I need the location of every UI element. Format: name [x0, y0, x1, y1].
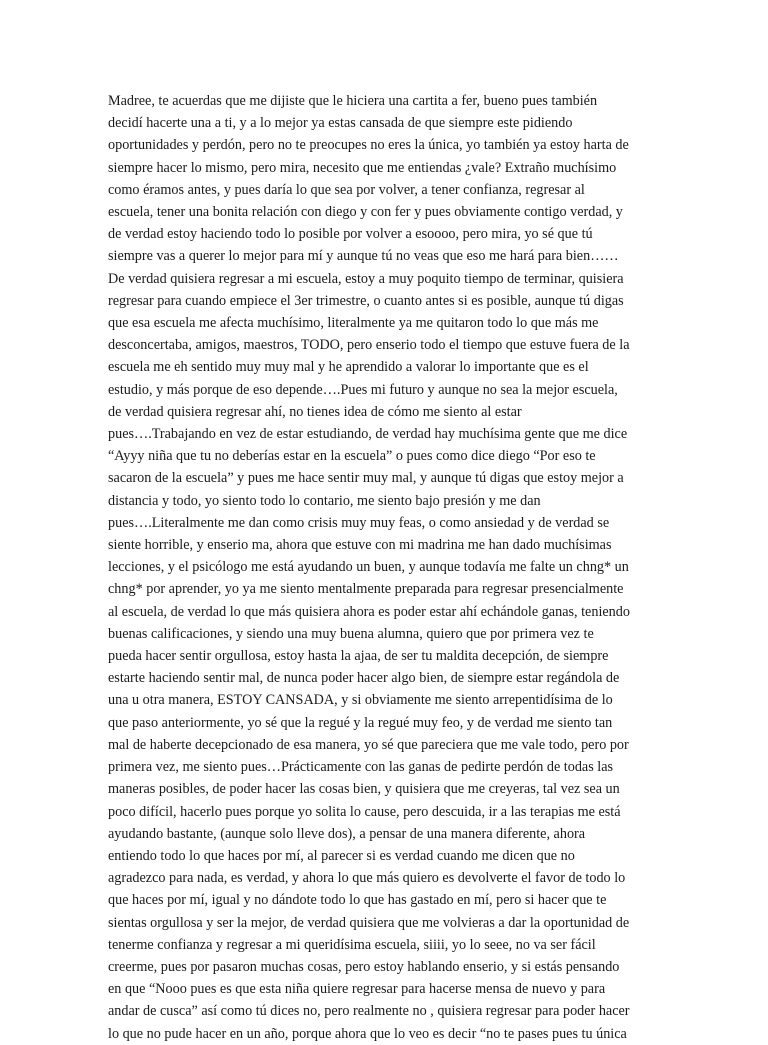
- text-line: estarte haciendo sentir mal, de nunca poder hacer algo bien, de siempre estar regándola de: [108, 670, 620, 687]
- text-line: al escuela, de verdad lo que más quisiera ahora es poder estar ahí echándole ganas, teniendo: [108, 603, 630, 620]
- text-line: en que “Nooo pues es que esta niña quiere regresar para hacerse mensa de nuevo y para: [108, 981, 606, 998]
- text-line: distancia y todo, yo siento todo lo contario, me siento bajo presión y me dan: [108, 492, 541, 509]
- text-line: que haces por mí, igual y no dándote todo lo que has gastado en mí, pero si hacer que te: [108, 892, 607, 909]
- text-line: sacaron de la escuela” y pues me hace sentir muy mal, y aunque tú digas que estoy mejor a: [108, 470, 624, 487]
- text-line: que paso anteriormente, yo sé que la regué y la regué muy feo, y de verdad me siento tan: [108, 714, 613, 731]
- text-line: que esa escuela me afecta muchísimo, literalmente ya me quitaron todo lo que más me: [108, 315, 599, 332]
- text-line: siente horrible, y enserio ma, ahora que estuve con mi madrina me han dado muchísimas: [108, 537, 612, 554]
- text-line: ayudando bastante, (aunque solo lleve dos), a pensar de una manera diferente, ahora: [108, 825, 586, 842]
- text-line: poco difícil, hacerlo pues porque yo solita lo cause, pero descuida, ir a las terapias me está: [108, 803, 621, 820]
- text-line: desconcertaba, amigos, maestros, TODO, pero enserio todo el tiempo que estuve fuera de la: [108, 337, 630, 354]
- text-line: primera vez, me siento pues…Prácticamente con las ganas de pedirte perdón de todas las: [108, 759, 614, 776]
- letter-body: [108, 90, 668, 1045]
- text-line: pueda hacer sentir orgullosa, estoy hasta la ajaa, de ser tu maldita decepción, de siempre: [108, 648, 609, 665]
- text-line: de verdad estoy haciendo todo lo posible por volver a esoooo, pero mira, yo sé que tú: [108, 226, 593, 243]
- text-line: “Ayyy niña que tu no deberías estar en la escuela” o pues como dice diego “Por eso te: [108, 448, 596, 465]
- text-line: pues….Literalmente me dan como crisis muy muy feas, o como ansiedad y de verdad se: [108, 514, 610, 531]
- text-line: De verdad quisiera regresar a mi escuela, estoy a muy poquito tiempo de terminar, quisiera: [108, 270, 624, 287]
- text-line: buenas calificaciones, y siendo una muy buena alumna, quiero que por primera vez te: [108, 625, 594, 642]
- text-line: creerme, pues por pasaron muchas cosas, pero estoy hablando enserio, y si estás pensando: [108, 958, 620, 975]
- text-line: siempre vas a querer lo mejor para mí y aunque tú no veas que eso me hará para bien……: [108, 248, 619, 265]
- text-line: lecciones, y el psicólogo me está ayudando un buen, y aunque todavía me falte un chng* un: [108, 559, 629, 576]
- text-line: oportunidades y perdón, pero no te preocupes no eres la única, yo también ya estoy harta de: [108, 137, 629, 154]
- text-line: escuela, tener una bonita relación con diego y con fer y pues obviamente contigo verdad, y: [108, 204, 623, 221]
- text-line: siempre hacer lo mismo, pero mira, necesito que me entiendas ¿vale? Extraño muchísimo: [108, 159, 617, 176]
- text-line: decidí hacerte una a ti, y a lo mejor ya estas cansada de que siempre este pidiendo: [108, 115, 573, 132]
- text-line: agradezco para nada, es verdad, y ahora lo que más quiero es devolverte el favor de todo lo: [108, 870, 626, 887]
- text-line: chng* por aprender, yo ya me siento mentalmente preparada para regresar presencialmente: [108, 581, 624, 598]
- text-line: sientas orgullosa y ser la mejor, de verdad quisiera que me volvieras a dar la oportunidad de: [108, 914, 630, 931]
- text-line: lo que no pude hacer en un año, porque ahora que lo veo es decir “no te pases pues tu única: [108, 1025, 627, 1042]
- text-line: pues….Trabajando en vez de estar estudiando, de verdad hay muchísima gente que me dice: [108, 426, 628, 443]
- text-line: maneras posibles, de poder hacer las cosas bien, y quisiera que me creyeras, tal vez sea un: [108, 781, 620, 798]
- text-line: Madree, te acuerdas que me dijiste que le hiciera una cartita a fer, bueno pues también: [108, 93, 598, 109]
- text-line: entiendo todo lo que haces por mí, al parecer si es verdad cuando me dicen que no: [108, 847, 575, 864]
- text-line: tenerme confianza y regresar a mi queridísima escuela, siiii, yo lo seee, no va ser fácil: [108, 936, 596, 953]
- text-line: una u otra manera, ESTOY CANSADA, y si obviamente me siento arrepentidísima de lo: [108, 692, 613, 709]
- text-line: de verdad quisiera regresar ahí, no tienes idea de cómo me siento al estar: [108, 403, 522, 420]
- text-line: mal de haberte decepcionado de esa manera, yo sé que pareciera que me vale todo, pero por: [108, 736, 629, 753]
- text-line: como éramos antes, y pues daría lo que sea por volver, a tener confianza, regresar al: [108, 181, 585, 198]
- text-line: regresar para cuando empiece el 3er trimestre, o cuanto antes si es posible, aunque tú digas: [108, 292, 624, 309]
- text-line: estudio, y más porque de eso depende….Pues mi futuro y aunque no sea la mejor escuela,: [108, 381, 618, 398]
- text-line: escuela me eh sentido muy muy mal y he aprendido a valorar lo importante que es el: [108, 359, 589, 376]
- text-line: andar de cusca” así como tú dices no, pero realmente no , quisiera regresar para poder hacer: [108, 1003, 630, 1020]
